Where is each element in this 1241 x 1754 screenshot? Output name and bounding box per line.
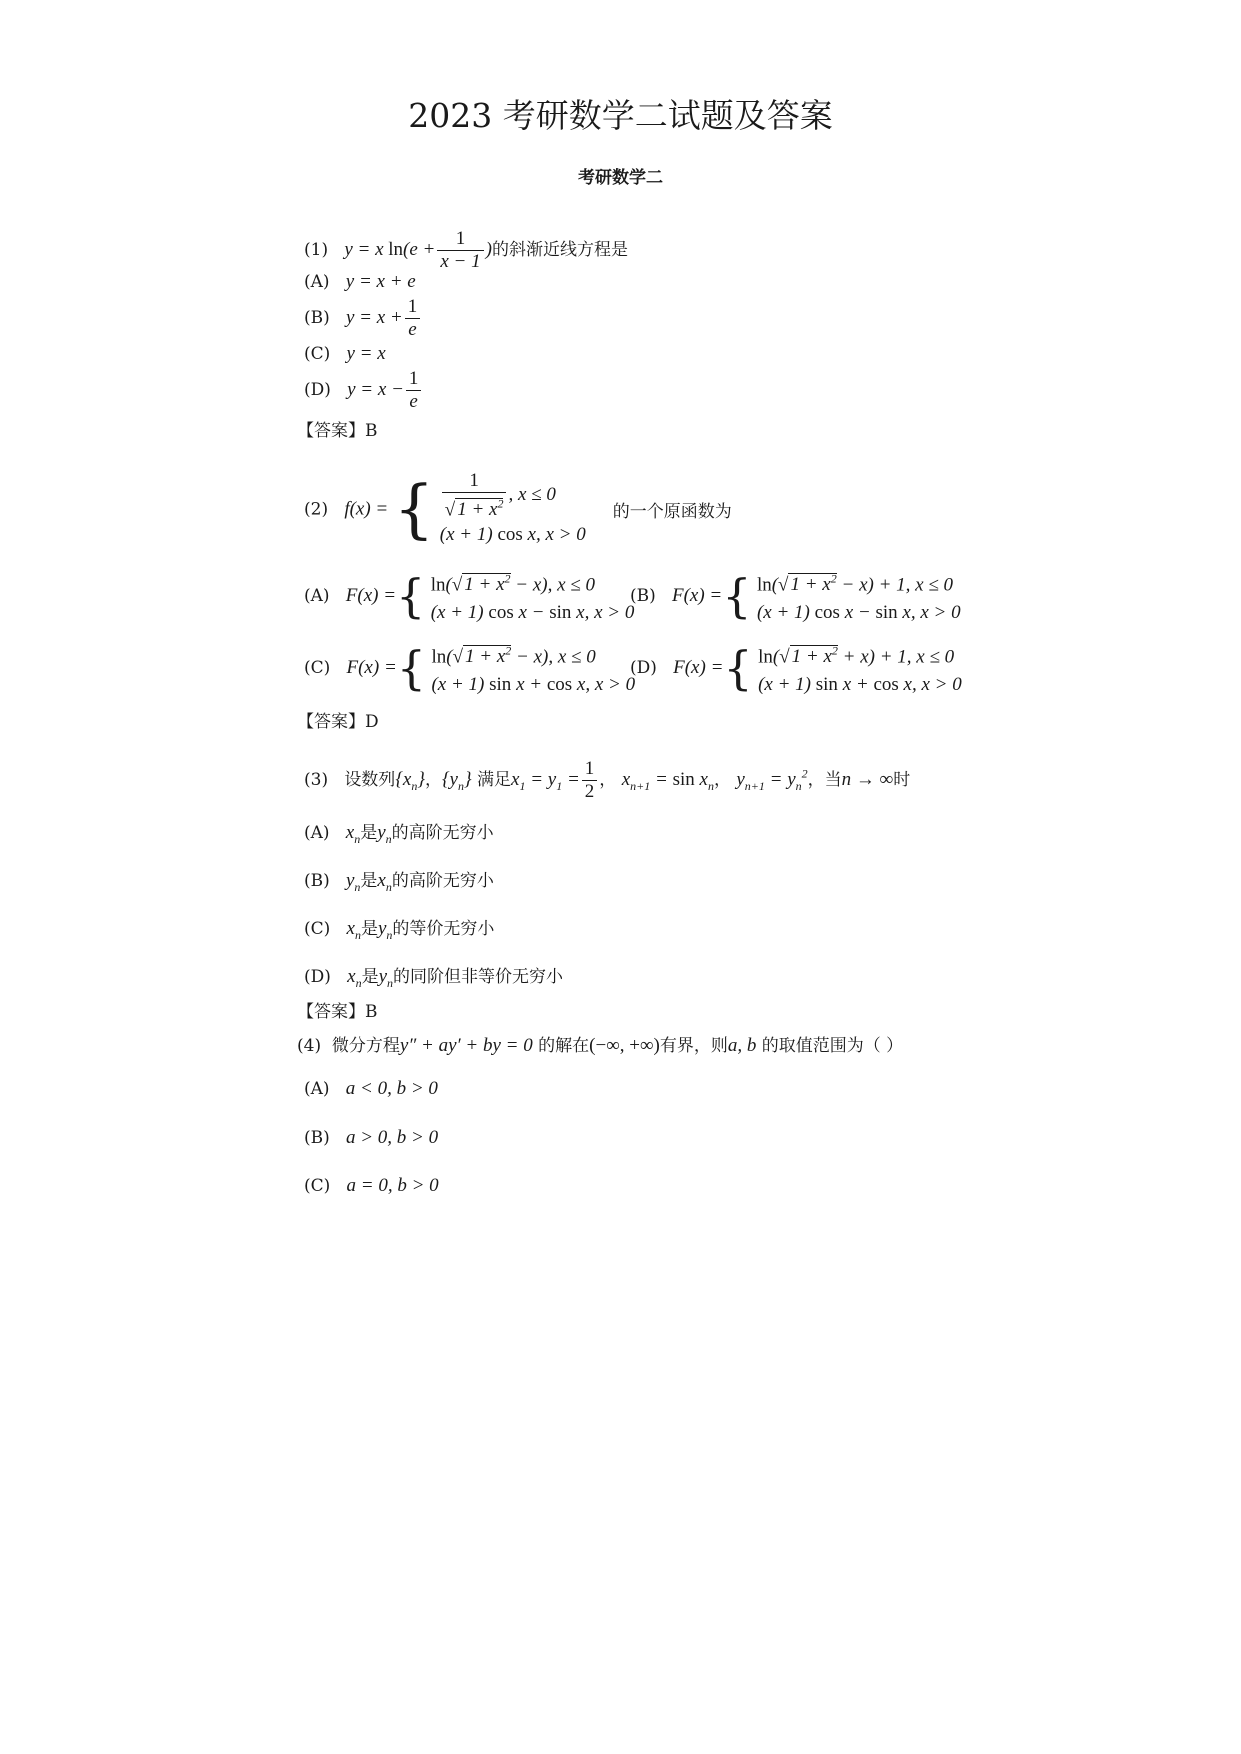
question-4-stem: (4) 微分方程y″ + ay′ + by = 0 的解在(−∞, +∞)有界，则a, b 的取值范围为（ ）: [297, 1035, 904, 1056]
formula: y = x ln(e + $\frac{1}{x - 1}$ ): [344, 228, 492, 272]
option-d: [304, 368, 423, 413]
answer-1: 【答案】B: [297, 421, 378, 441]
option-label: (A): [304, 823, 330, 843]
option-label: (D): [630, 658, 657, 679]
option-b: [304, 296, 422, 341]
option-b: (B) $y_n$是$x_n$的高阶无穷小: [304, 870, 494, 894]
option-d: (D) F(x) ={ ln(√ $1 + x^2 + x) + 1$, x ≤ 0 (x + 1) sin x + cos x, x > 0: [630, 637, 962, 699]
option-c: (C) F(x) ={ ln(√ $1 + x^2 - x$), x ≤ 0 (x + 1) sin x + cos x, x > 0: [304, 637, 635, 699]
piecewise: ln(√ $1 + x^2 - x) + 1$, x ≤ 0 (x + 1) cos x − sin x, x > 0: [756, 572, 961, 624]
question-number: (4): [297, 1036, 322, 1056]
page-title: 2023 考研数学二试题及答案: [408, 96, 833, 135]
option-c: [304, 1175, 439, 1197]
option-text: 的等价无穷小: [392, 919, 495, 939]
option-text: 的高阶无穷小: [391, 823, 494, 843]
piecewise: ln(√ $1 + x^2 + x) + 1$, x ≤ 0 (x + 1) sin x + cos x, x > 0: [758, 644, 962, 696]
option-a: (A) F(x) ={ ln(√ $1 + x^2 - x$), x ≤ 0 (x + 1) cos x − sin x, x > 0: [304, 565, 634, 627]
stem-text: 满足: [477, 769, 511, 790]
option-label: (A): [304, 272, 330, 292]
option-expr: a < 0, b > 0: [345, 1078, 438, 1099]
stem-text: 当: [824, 769, 842, 790]
option-b: [304, 1127, 438, 1149]
option-label: (B): [304, 307, 330, 328]
question-number: (2): [304, 499, 329, 520]
option-expr: y = x − $\frac{1}{e}$: [347, 379, 423, 400]
piecewise: ln(√ $1 + x^2 - x$), x ≤ 0 (x + 1) sin x + cos x, x > 0: [431, 644, 636, 696]
option-d: (D) $x_n$是$y_n$的同阶但非等价无穷小: [304, 966, 563, 990]
option-a: [304, 271, 416, 293]
stem-text: 设数列: [344, 769, 396, 790]
option-label: (C): [304, 344, 331, 364]
option-b: (B) F(x) ={ ln(√ $1 + x^2 - x) + 1$, x ≤ 0 (x + 1) cos x − sin x, x > 0: [630, 565, 961, 627]
question-3-stem: (3) 设数列$\{x_n\}$，$\{y_n\}$ 满足$x_1 = y_1$ = $\frac{1}{2}$ ， $x_{n+1} = \sin x_n$， $y_{n+1} = y_n^2$，当n → ∞时: [304, 758, 911, 802]
option-text: 的高阶无穷小: [391, 871, 494, 891]
option-text: 的同阶但非等价无穷小: [393, 967, 563, 987]
answer-2: 【答案】D: [297, 712, 379, 732]
piecewise: ln(√ $1 + x^2 - x$), x ≤ 0 (x + 1) cos x − sin x, x > 0: [430, 572, 635, 624]
page-subtitle: 考研数学二: [578, 168, 663, 188]
option-label: (D): [304, 967, 331, 987]
formula: f(x) =: [344, 498, 389, 520]
question-number: (3): [304, 769, 329, 790]
option-label: (D): [304, 379, 331, 400]
option-expr: a = 0, b > 0: [346, 1175, 439, 1196]
stem-text: 微分方程: [331, 1036, 400, 1056]
option-label: (B): [304, 1128, 330, 1148]
option-label: (B): [630, 586, 656, 607]
option-label: (A): [304, 1079, 330, 1099]
option-label: (A): [304, 586, 330, 607]
option-a: (A) $x_n$是$y_n$的高阶无穷小: [304, 822, 494, 846]
option-label: (C): [304, 658, 331, 679]
question-number: (1): [304, 239, 329, 260]
piecewise: $\frac{1}{√ 1 + x^2}$ , x ≤ 0 (x + 1) cos x, x > 0: [439, 470, 586, 546]
option-expr: a > 0, b > 0: [345, 1127, 439, 1148]
stem-text: 的解在: [538, 1036, 590, 1056]
option-label: (C): [304, 1176, 331, 1196]
option-a: [304, 1078, 438, 1100]
stem-text: 时: [893, 769, 911, 790]
stem-text: 的取值范围为（ ）: [761, 1036, 904, 1056]
question-2-stem: (2) f(x) = { $\frac{1}{√ 1 + x^2}$ , x ≤ 0 (x + 1) cos x, x > 0 的一个原函数为: [304, 470, 732, 549]
stem-text: 的斜渐近线方程是: [491, 239, 628, 260]
question-1-stem: [304, 228, 628, 273]
stem-text: 的一个原函数为: [612, 502, 732, 523]
option-expr: y = x + $\frac{1}{e}$: [346, 307, 422, 328]
option-label: (C): [304, 919, 331, 939]
stem-text: 有界，则: [659, 1036, 728, 1056]
option-c: (C) $x_n$是$y_n$的等价无穷小: [304, 918, 495, 942]
option-expr: y = x: [346, 343, 386, 364]
option-expr: y = x + e: [345, 271, 416, 292]
option-c: [304, 343, 386, 365]
option-label: (B): [304, 871, 330, 891]
answer-3: 【答案】B: [297, 1002, 378, 1022]
